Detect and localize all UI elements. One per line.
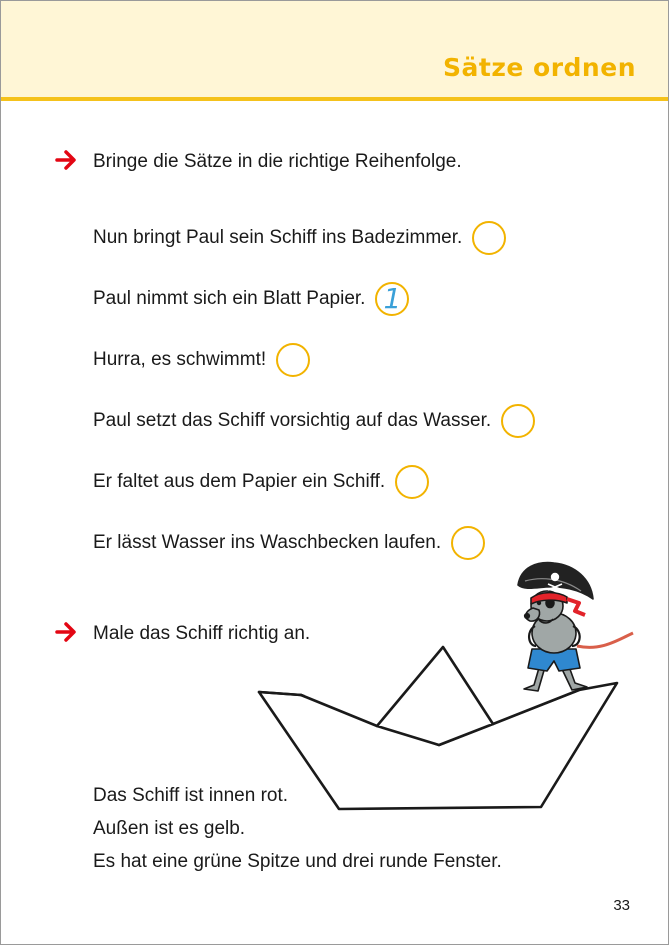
instruction-text: Male das Schiff richtig an.	[93, 623, 311, 644]
sentence-text: Er faltet aus dem Papier ein Schiff.	[93, 471, 386, 492]
description-line: Außen ist es gelb.	[93, 818, 246, 839]
page-title: Sätze ordnen	[443, 53, 636, 82]
instruction-text: Bringe die Sätze in die richtige Reihenfolge.	[93, 151, 462, 172]
order-number: 1	[383, 282, 402, 315]
description-line: Es hat eine grüne Spitze und drei runde Fenster.	[93, 851, 502, 872]
page-number: 33	[613, 897, 630, 914]
pirate-mouse-icon	[518, 563, 633, 691]
sentence-text: Paul setzt das Schiff vorsichtig auf das Wasser.	[93, 410, 492, 431]
sentence-text: Paul nimmt sich ein Blatt Papier.	[93, 288, 366, 309]
sentence-text: Er lässt Wasser ins Waschbecken laufen.	[93, 532, 442, 553]
sentence-text: Nun bringt Paul sein Schiff ins Badezimmer.	[93, 227, 463, 248]
sentence-text: Hurra, es schwimmt!	[93, 349, 267, 370]
description-line: Das Schiff ist innen rot.	[93, 785, 289, 806]
